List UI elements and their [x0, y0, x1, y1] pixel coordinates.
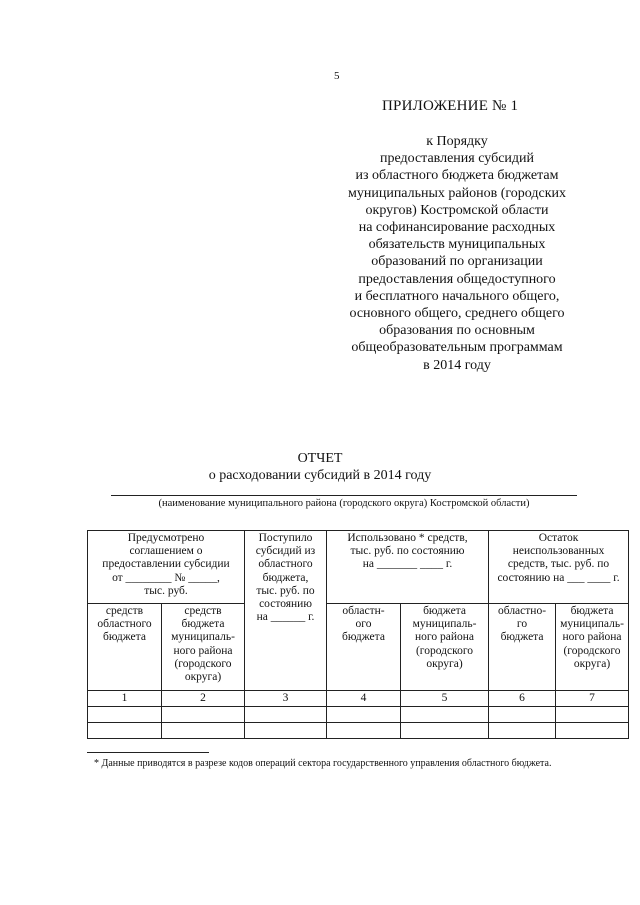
- subheader-remainder-municipal: [556, 604, 629, 691]
- column-number: 2: [162, 691, 245, 707]
- header-line: на _______ ____ г.: [362, 558, 453, 571]
- header-line: средств, тыс. руб. по: [507, 558, 610, 571]
- appendix-title: ПРИЛОЖЕНИЕ № 1: [382, 98, 519, 114]
- header-line: областного: [258, 558, 313, 571]
- table-cell: [245, 723, 327, 739]
- appendix-subtitle: [318, 133, 596, 374]
- appendix-line: в 2014 году: [423, 357, 491, 373]
- table-cell: [556, 707, 629, 723]
- header-line: бюджета: [570, 605, 614, 617]
- header-line: бюджета: [103, 631, 146, 644]
- appendix-line: к Порядку: [426, 134, 488, 149]
- header-line: тыс. руб. по состоянию: [350, 545, 465, 558]
- name-fill-line: [111, 495, 577, 496]
- column-number: 4: [327, 691, 401, 707]
- table-cell: [88, 707, 162, 723]
- name-caption: (наименование муниципального района (городского округа) Костромской области): [158, 498, 530, 509]
- column-number: 6: [489, 691, 556, 707]
- header-line: областно-: [498, 605, 547, 617]
- header-line: ого: [355, 618, 372, 631]
- header-used: [327, 531, 489, 604]
- header-line: областного: [97, 618, 152, 631]
- header-line: (городского: [174, 657, 232, 670]
- header-line: средств: [105, 605, 144, 617]
- table-row: [88, 707, 629, 723]
- column-number: 5: [401, 691, 489, 707]
- header-line: бюджета: [423, 605, 466, 617]
- table-cell: [88, 723, 162, 739]
- header-line: тыс. руб.: [144, 584, 188, 597]
- report-title: ОТЧЕТ: [297, 451, 343, 466]
- header-line: (городского: [415, 644, 474, 657]
- appendix-line: предоставления субсидий: [379, 151, 535, 167]
- header-line: Остаток: [538, 532, 579, 544]
- subheader-remainder-regional: [489, 604, 556, 691]
- table-cell: [489, 707, 556, 723]
- header-line: состоянию: [259, 598, 312, 611]
- header-line: средств: [184, 605, 222, 617]
- header-received: [245, 531, 327, 691]
- report-table: [87, 530, 629, 739]
- header-line: соглашением о: [129, 545, 203, 558]
- header-line: тыс. руб. по: [256, 584, 315, 597]
- header-line: муниципаль-: [171, 631, 235, 644]
- table-cell: [327, 723, 401, 739]
- appendix-line: основного общего, среднего общего: [349, 306, 565, 322]
- appendix-line: муниципальных районов (городских: [347, 185, 567, 201]
- appendix-line: округов) Костромской области: [365, 202, 549, 218]
- header-line: муниципаль-: [560, 618, 624, 631]
- header-line: бюджета: [342, 631, 385, 644]
- header-line: Поступило: [258, 532, 313, 544]
- column-number-row: [88, 691, 629, 707]
- header-line: муниципаль-: [412, 618, 477, 631]
- header-line: го: [516, 618, 528, 631]
- header-line: областн-: [342, 605, 385, 617]
- header-line: округа): [184, 671, 222, 684]
- header-line: бюджета,: [262, 571, 309, 584]
- header-line: ного района: [562, 631, 622, 644]
- header-line: от ________ № _____,: [112, 571, 220, 584]
- subheader-used-regional: [327, 604, 401, 691]
- table-cell: [401, 707, 489, 723]
- header-remainder: [489, 531, 629, 604]
- header-line: округа): [426, 657, 463, 670]
- header-line: ного района: [415, 631, 474, 644]
- header-line: состоянию на ___ ____ г.: [497, 571, 620, 584]
- appendix-line: и бесплатного начального общего,: [354, 288, 560, 304]
- appendix-line: образования по основным: [379, 323, 535, 339]
- table-cell: [401, 723, 489, 739]
- header-line: Использовано * средств,: [347, 532, 468, 544]
- appendix-line: образований по организации: [371, 254, 543, 270]
- header-planned: [88, 531, 245, 604]
- table-cell: [162, 723, 245, 739]
- header-line: бюджета: [500, 631, 544, 644]
- table-cell: [556, 723, 629, 739]
- header-line: субсидий из: [255, 545, 316, 558]
- header-line: бюджета: [181, 618, 225, 631]
- column-number: 1: [88, 691, 162, 707]
- footnote-divider: [87, 752, 209, 753]
- appendix-line: из областного бюджета бюджетам: [355, 168, 559, 184]
- table-cell: [245, 707, 327, 723]
- column-number: 3: [245, 691, 327, 707]
- footnote: * Данные приводятся в разрезе кодов операций сектора государственного управления областного бюджета.: [94, 758, 552, 769]
- appendix-line: на софинансирование расходных: [358, 220, 556, 236]
- header-line: на ______ г.: [256, 611, 315, 624]
- subheader-planned-regional: [88, 604, 162, 691]
- subheader-planned-municipal: [162, 604, 245, 691]
- page-number: 5: [334, 70, 340, 82]
- appendix-line: обязательств муниципальных: [368, 237, 546, 253]
- header-line: неиспользованных: [512, 545, 605, 558]
- header-line: округа): [573, 657, 611, 670]
- header-line: предоставлении субсидии: [102, 558, 230, 571]
- table-cell: [162, 707, 245, 723]
- table-row: [88, 723, 629, 739]
- appendix-line: предоставления общедоступного: [358, 271, 556, 287]
- header-line: (городского: [563, 644, 621, 657]
- table-cell: [489, 723, 556, 739]
- table-cell: [327, 707, 401, 723]
- header-line: ного района: [173, 644, 233, 657]
- subheader-used-municipal: [401, 604, 489, 691]
- appendix-line: общеобразовательным программам: [351, 340, 563, 356]
- header-line: Предусмотрено: [127, 532, 205, 544]
- column-number: 7: [556, 691, 629, 707]
- report-subtitle: о расходовании субсидий в 2014 году: [208, 468, 432, 483]
